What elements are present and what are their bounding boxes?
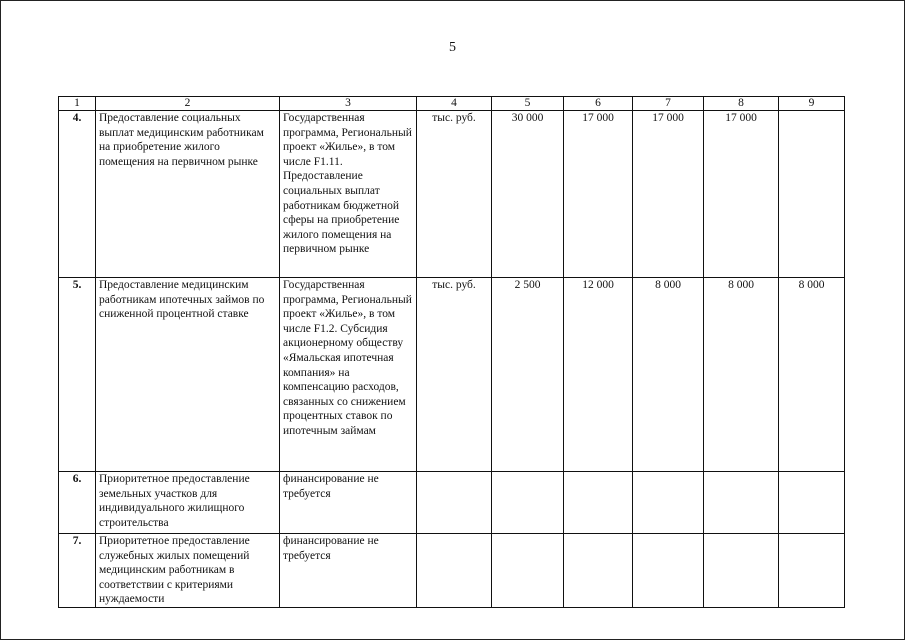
value-cell: 17 000 [564,111,633,278]
value-cell [779,111,845,278]
column-header: 8 [704,97,779,111]
value-cell: 8 000 [779,278,845,472]
value-cell: 12 000 [564,278,633,472]
value-cell [779,534,845,608]
table-row [59,472,845,534]
unit-cell: тыс. руб. [417,278,492,472]
table-row [59,111,845,278]
value-cell: 8 000 [633,278,704,472]
value-cell: 30 000 [492,111,564,278]
funding-source-cell: финансирование не требуется [280,534,417,608]
table-header-row [59,97,845,111]
value-cell [779,472,845,534]
unit-cell [417,472,492,534]
row-number: 5. [59,278,96,472]
value-cell [633,472,704,534]
column-header: 1 [59,97,96,111]
column-header: 5 [492,97,564,111]
funding-table [58,96,845,608]
funding-source-cell: Государственная программа, Региональный проект «Жилье», в том числе F1.11. Предоставление социальных выплат работникам бюджетной сферы на приобретение жилого помещения на первичном рынке [280,111,417,278]
table-row [59,278,845,472]
column-header: 4 [417,97,492,111]
funding-source-cell: Государственная программа, Региональный проект «Жилье», в том числе F1.2. Субсидия акционерному обществу «Ямальская ипотечная компания» на компенсацию расходов, связанных со снижением процентных ставок по ипотечным займам [280,278,417,472]
value-cell [564,472,633,534]
page-number: 5 [449,40,456,55]
column-header: 2 [96,97,280,111]
activity-cell: Приоритетное предоставление служебных жилых помещений медицинским работникам в соответствии с критериями нуждаемости [96,534,280,608]
value-cell [564,534,633,608]
column-header: 7 [633,97,704,111]
row-number: 6. [59,472,96,534]
row-number: 7. [59,534,96,608]
unit-cell: тыс. руб. [417,111,492,278]
column-header: 3 [280,97,417,111]
value-cell [704,534,779,608]
activity-cell: Предоставление медицинским работникам ипотечных займов по сниженной процентной ставке [96,278,280,472]
activity-cell: Приоритетное предоставление земельных участков для индивидуального жилищного строительства [96,472,280,534]
value-cell [704,472,779,534]
column-header: 9 [779,97,845,111]
value-cell [492,534,564,608]
value-cell [633,534,704,608]
funding-source-cell: финансирование не требуется [280,472,417,534]
unit-cell [417,534,492,608]
table-row [59,534,845,608]
column-header: 6 [564,97,633,111]
value-cell: 17 000 [704,111,779,278]
value-cell: 8 000 [704,278,779,472]
value-cell: 17 000 [633,111,704,278]
value-cell [492,472,564,534]
activity-cell: Предоставление социальных выплат медицинским работникам на приобретение жилого помещения на первичном рынке [96,111,280,278]
row-number: 4. [59,111,96,278]
value-cell: 2 500 [492,278,564,472]
